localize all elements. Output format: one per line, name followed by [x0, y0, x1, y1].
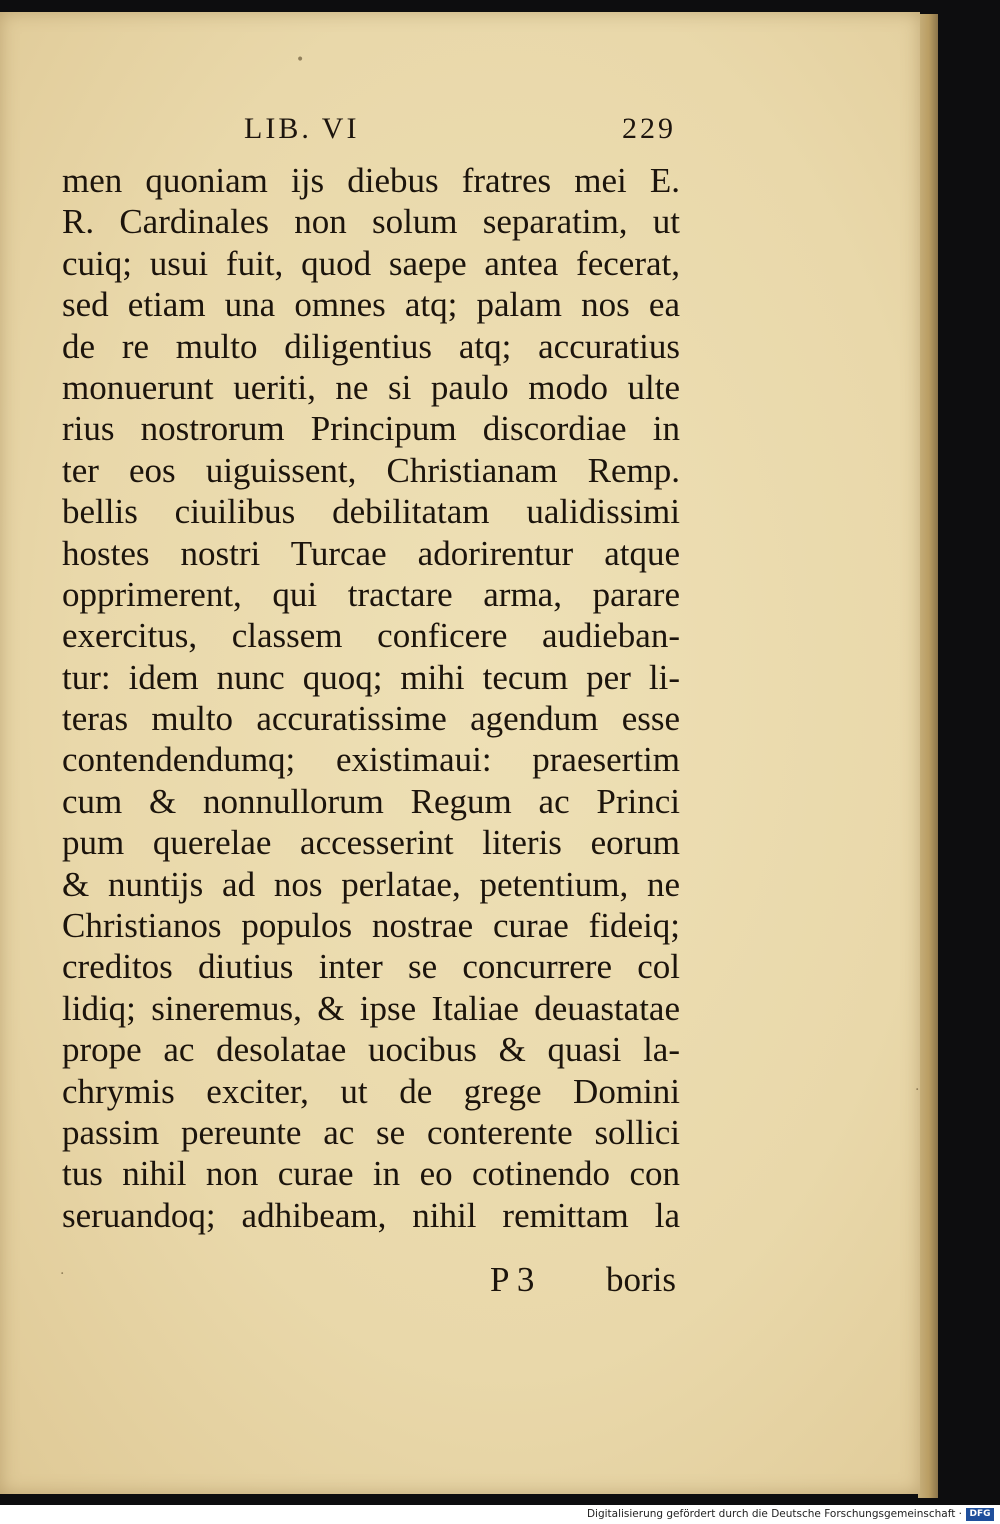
text-line: hostes nostri Turcae adorirentur atque	[62, 533, 680, 573]
text-line: contendendumq; existimaui: praesertim	[62, 740, 680, 780]
text-line: rius nostrorum Principum discordiae in	[62, 409, 680, 449]
page-number: 229	[622, 112, 676, 145]
text-line: sed etiam una omnes atq; palam nos ea	[62, 285, 680, 325]
stray-ink-mark: ·	[915, 1082, 920, 1098]
text-line: Christianos populos nostrae curae fideiq;	[62, 906, 680, 946]
credit-bar	[0, 1505, 1000, 1524]
catchword: boris	[606, 1260, 676, 1299]
text-line: tur: idem nunc quoq; mihi tecum per li-	[62, 657, 680, 697]
text-line: opprimerent, qui tractare arma, parare	[62, 574, 680, 614]
signature-mark: P 3	[490, 1260, 535, 1299]
text-line: creditos diutius inter se concurrere col	[62, 947, 680, 987]
running-head-title: LIB. VI	[244, 112, 360, 145]
text-line: tus nihil non curae in eo cotinendo con	[62, 1154, 680, 1194]
text-line: passim pereunte ac se conterente sollici	[62, 1112, 680, 1152]
body-text	[62, 160, 680, 1236]
stray-ink-mark: ·	[60, 1266, 65, 1282]
text-line: chrymis exciter, ut de grege Domini	[62, 1071, 680, 1111]
text-line: cuiq; usui fuit, quod saepe antea fecerat,	[62, 243, 680, 283]
text-line: de re multo diligentius atq; accuratius	[62, 326, 680, 366]
text-line: & nuntijs ad nos perlatae, petentium, ne	[62, 864, 680, 904]
text-line: bellis ciuilibus debilitatam ualidissimi	[62, 492, 680, 532]
page-edge-strip	[918, 14, 938, 1498]
text-line: lidiq; sineremus, & ipse Italiae deuastatae	[62, 988, 680, 1028]
running-head	[244, 112, 676, 152]
text-line: R. Cardinales non solum separatim, ut	[62, 202, 680, 242]
text-line: ter eos uiguissent, Christianam Remp.	[62, 450, 680, 490]
page-footer	[490, 1260, 676, 1302]
text-line: prope ac desolatae uocibus & quasi la-	[62, 1030, 680, 1070]
text-line: men quoniam ijs diebus fratres mei E.	[62, 161, 680, 200]
text-line: seruandoq; adhibeam, nihil remittam la	[62, 1195, 680, 1235]
text-line: teras multo accuratissime agendum esse	[62, 699, 680, 739]
text-line: cum & nonnullorum Regum ac Princi	[62, 781, 680, 821]
stray-ink-mark: •	[296, 52, 305, 68]
funding-credit: Digitalisierung gefördert durch die Deutsche Forschungsgemeinschaft ·	[586, 1508, 962, 1520]
text-line: monuerunt ueriti, ne si paulo modo ulte	[62, 367, 680, 407]
dfg-logo-icon: DFG	[966, 1508, 994, 1521]
text-line: pum querelae accesserint literis eorum	[62, 823, 680, 863]
text-line: exercitus, classem conficere audieban-	[62, 616, 680, 656]
